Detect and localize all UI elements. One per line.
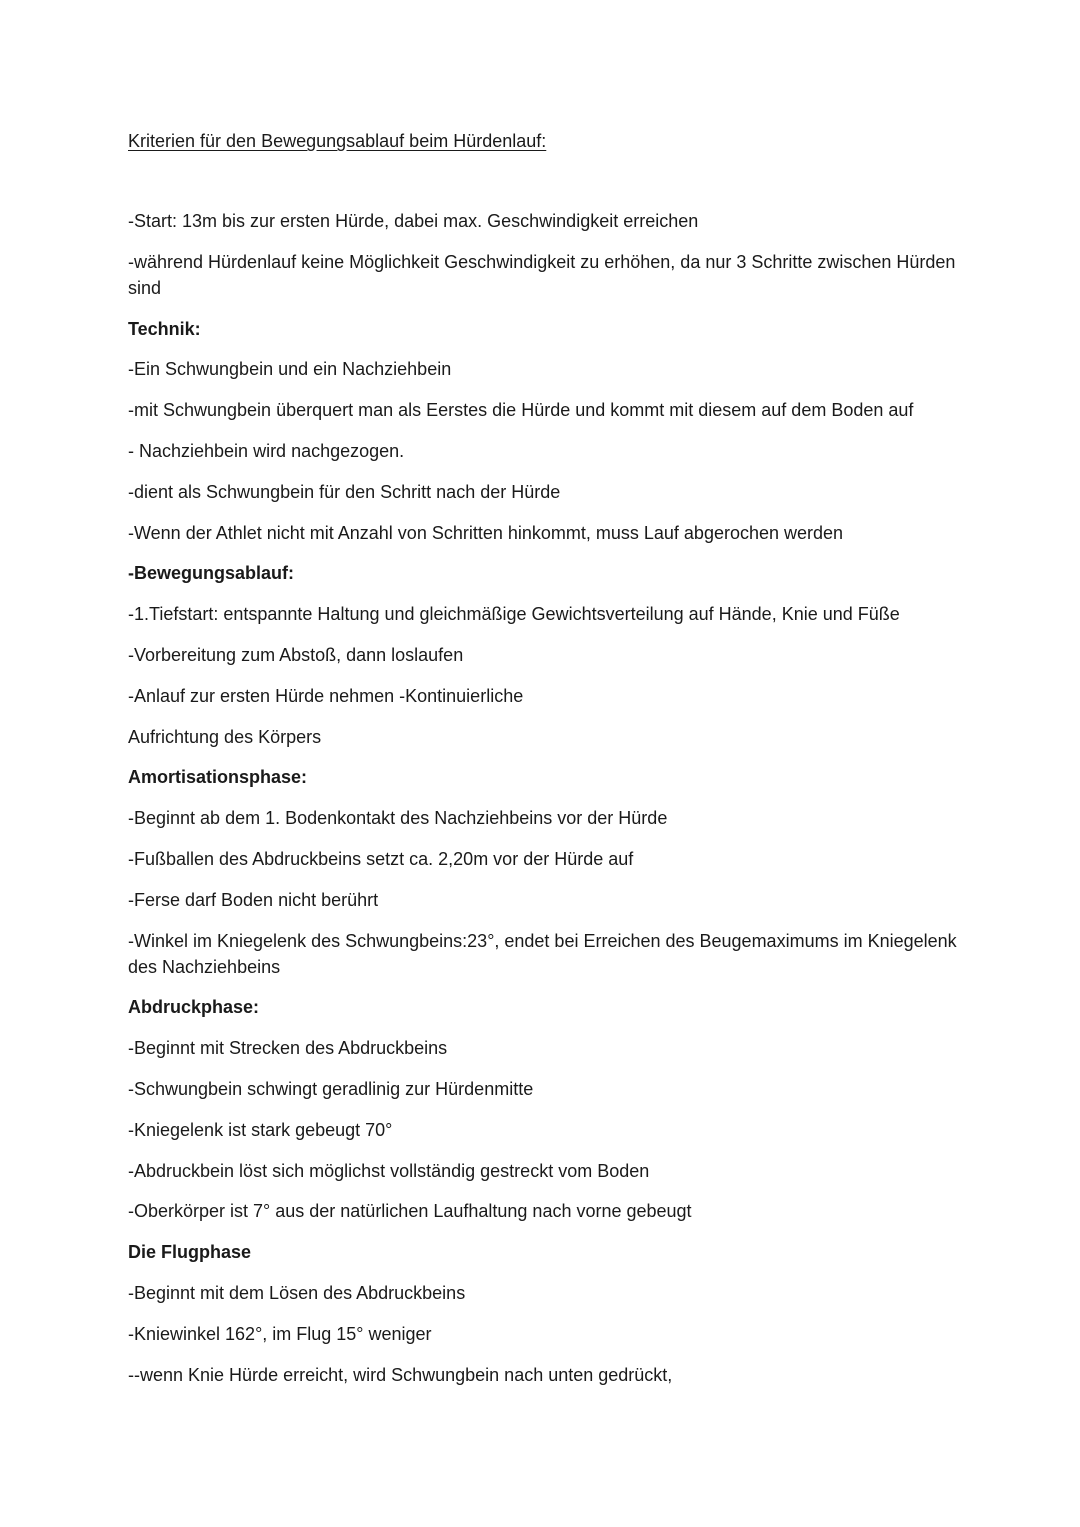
section-heading: Technik: — [128, 318, 201, 339]
section-heading: -Bewegungsablauf: — [128, 563, 295, 584]
text-line: -Oberkörper ist 7° aus der natürlichen Laufhaltung nach vorne gebeugt — [128, 1201, 692, 1222]
text-line: -Start: 13m bis zur ersten Hürde, dabei max. Geschwindigkeit erreichen — [128, 211, 699, 231]
text-line: -Winkel im Kniegelenk des Schwungbeins:23°, endet bei Erreichen des Beugemaximums im Kniegelenk des Nachziehbeins — [128, 930, 957, 977]
text-line: Aufrichtung des Körpers — [128, 726, 322, 747]
text-line: -Wenn der Athlet nicht mit Anzahl von Schritten hinkommt, muss Lauf abgerochen werden — [128, 522, 844, 543]
section-heading: Die Flugphase — [128, 1242, 252, 1263]
text-line: -Fußballen des Abdruckbeins setzt ca. 2,20m vor der Hürde auf — [128, 848, 634, 869]
text-line: --wenn Knie Hürde erreicht, wird Schwungbein nach unten gedrückt, — [128, 1364, 673, 1385]
text-line: -Beginnt mit Strecken des Abdruckbeins — [128, 1038, 448, 1059]
text-line: -Schwungbein schwingt geradlinig zur Hürdenmitte — [128, 1078, 534, 1099]
document-title: Kriterien für den Bewegungsablauf beim Hürdenlauf: — [128, 131, 547, 151]
text-line: -Abdruckbein löst sich möglichst vollständig gestreckt vom Boden — [128, 1160, 650, 1181]
text-line: -Vorbereitung zum Abstoß, dann loslaufen — [128, 644, 464, 665]
text-line: -1.Tiefstart: entspannte Haltung und gleichmäßige Gewichtsverteilung auf Hände, Knie und Füße — [128, 604, 900, 625]
text-line: -Anlauf zur ersten Hürde nehmen -Kontinuierliche — [128, 685, 524, 706]
text-line: -Ferse darf Boden nicht berührt — [128, 889, 379, 910]
section-heading: Amortisationsphase: — [128, 767, 308, 788]
section-heading: Abdruckphase: — [128, 997, 260, 1018]
text-line: -Kniegelenk ist stark gebeugt 70° — [128, 1119, 393, 1140]
text-line: -während Hürdenlauf keine Möglichkeit Geschwindigkeit zu erhöhen, da nur 3 Schritte zwischen Hürden sind — [128, 251, 956, 298]
text-line: -Beginnt mit dem Lösen des Abdruckbeins — [128, 1282, 466, 1303]
text-line: -Beginnt ab dem 1. Bodenkontakt des Nachziehbeins vor der Hürde — [128, 808, 668, 829]
text-line: -Kniewinkel 162°, im Flug 15° weniger — [128, 1323, 432, 1344]
text-line: -Ein Schwungbein und ein Nachziehbein — [128, 359, 452, 380]
document-page — [128, 128, 958, 1402]
text-line: -dient als Schwungbein für den Schritt nach der Hürde — [128, 481, 561, 502]
document-body — [128, 208, 958, 1388]
text-line: - Nachziehbein wird nachgezogen. — [128, 440, 405, 461]
text-line: -mit Schwungbein überquert man als Eerstes die Hürde und kommt mit diesem auf dem Boden auf — [128, 400, 914, 421]
